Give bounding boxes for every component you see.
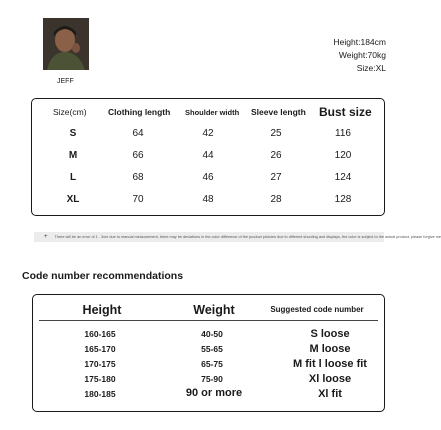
clothing-length-cell: 64: [132, 128, 144, 139]
height-cell: 180-185: [84, 389, 116, 399]
code-cell: Xl fit: [318, 388, 342, 400]
measurement-note: [34, 232, 441, 242]
weight-cell: 55-65: [201, 344, 223, 354]
height-cell: 170-175: [84, 359, 116, 369]
model-photo: [43, 18, 89, 70]
size-cell: XL: [66, 194, 80, 205]
model-weight: Weight:70kg: [338, 50, 386, 60]
height-header: Height: [82, 303, 122, 317]
model-name: JEFF: [57, 78, 74, 85]
sleeve-length-cell: 28: [270, 194, 282, 205]
model-portrait-icon: [43, 18, 89, 70]
weight-cell: 90 or more: [185, 387, 243, 399]
height-cell: 175-180: [84, 374, 116, 384]
note-bullet: +: [44, 234, 48, 240]
size-table: [31, 98, 385, 216]
model-height: Height:184cm: [333, 37, 386, 47]
weight-header: Weight: [193, 303, 235, 317]
sleeve-length-header: Sleeve length: [251, 107, 306, 117]
sleeve-length-cell: 25: [270, 128, 282, 139]
clothing-length-cell: 66: [132, 150, 144, 161]
note-text: There will be an error of 1 - 3cm due to manual measurement, there may be deviations in the color difference of the product pictures due to different shooting and displays, the color is subject to the actual product, please forgive me: [54, 235, 441, 239]
height-cell: 165-170: [84, 344, 116, 354]
sleeve-length-cell: 26: [270, 150, 282, 161]
size-header: Size(cm): [53, 107, 87, 117]
bust-size-cell: 128: [334, 194, 352, 205]
shoulder-width-cell: 48: [202, 194, 214, 205]
model-stats: [334, 36, 386, 75]
bust-size-cell: 124: [334, 172, 352, 183]
code-section-title: Code number recommendations: [22, 270, 184, 282]
suggested-code-header: Suggested code number: [270, 305, 364, 314]
bust-size-header: Bust size: [319, 105, 372, 119]
size-cell: M: [68, 150, 78, 161]
shoulder-width-cell: 46: [202, 172, 214, 183]
shoulder-width-cell: 44: [202, 150, 214, 161]
bust-size-cell: 116: [335, 128, 351, 139]
size-cell: L: [69, 172, 77, 183]
code-table-divider: [39, 320, 378, 321]
shoulder-width-header: Shoulder width: [185, 108, 240, 117]
bust-size-cell: 120: [334, 150, 352, 161]
clothing-length-header: Clothing length: [108, 107, 171, 117]
weight-cell: 65-75: [201, 359, 223, 369]
clothing-length-cell: 68: [132, 172, 144, 183]
code-cell: S loose: [310, 328, 350, 340]
height-cell: 160-165: [84, 329, 116, 339]
model-size: Size:XL: [356, 63, 386, 73]
clothing-length-cell: 70: [132, 194, 144, 205]
weight-cell: 40-50: [201, 329, 223, 339]
shoulder-width-cell: 42: [202, 128, 214, 139]
weight-cell: 75-90: [201, 374, 223, 384]
size-cell: S: [69, 128, 77, 139]
code-table: [32, 294, 385, 412]
code-cell: Xl loose: [308, 373, 352, 385]
code-cell: M fit l loose fit: [293, 358, 367, 370]
code-cell: M loose: [309, 343, 351, 355]
sleeve-length-cell: 27: [270, 172, 282, 183]
